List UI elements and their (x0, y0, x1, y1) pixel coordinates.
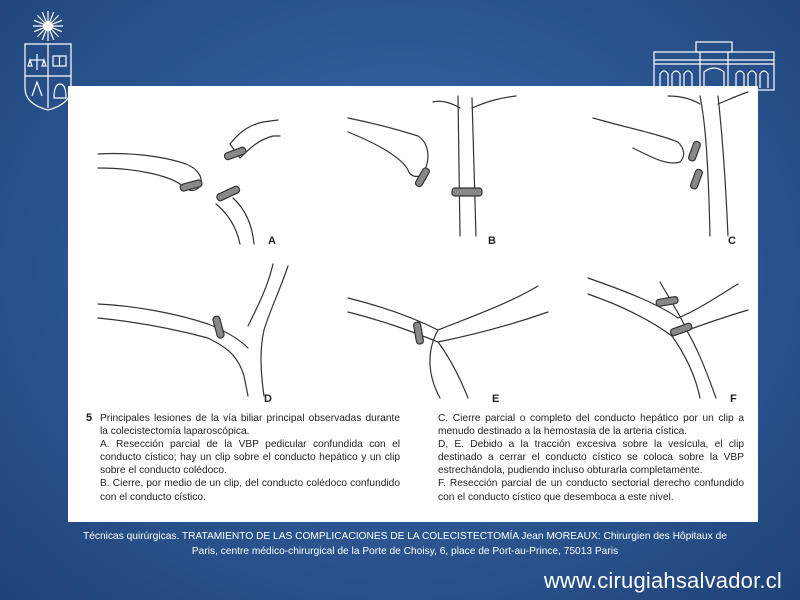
citation-caption (60, 529, 750, 559)
figure-panel (68, 86, 758, 522)
diagram-b (348, 96, 516, 236)
panel-label-a: A (268, 235, 276, 247)
legend-de: D, E. Debido a la tracción excesiva sobre la vesícula, el clip destinado a cerrar el conducto cístico se coloca sobre la VBP estrechándola, pudiendo incluso obturarla completamente. (438, 439, 744, 477)
legend-left (100, 412, 400, 504)
panel-label-c: C (728, 235, 736, 247)
surgical-diagram (68, 86, 758, 406)
diagram-f (588, 278, 748, 398)
panel-label-b: B (488, 235, 496, 247)
legend-f: F. Resección parcial de un conducto sectorial derecho confundido con el conducto cístico que desemboca a este nivel. (438, 478, 744, 503)
panel-label-e: E (492, 393, 500, 405)
legend-c: C. Cierre parcial o completo del conducto hepático por un clip a menudo destinado a la hemostasia de la arteria cística. (438, 413, 744, 438)
diagram-c (593, 92, 748, 236)
panel-label-f: F (730, 393, 737, 405)
diagram-a (98, 120, 280, 244)
website-url: www.cirugiahsalvador.cl (543, 568, 782, 593)
diagram-d (98, 264, 288, 396)
panel-label-d: D (264, 393, 272, 405)
figure-number: 5 (86, 412, 93, 424)
legend-b: B. Cierre, por medio de un clip, del conducto colédoco confundido con el conducto cístico. (100, 478, 400, 503)
legend-right (438, 412, 744, 504)
caption-line-2: Paris, centre médico-chirurgical de la Porte de Choisy, 6, place de Port-au-Prince, 75013 Paris (191, 546, 619, 557)
legend-a: A. Resección parcial de la VBP pedicular confundida con el conducto cístico; hay un clip sobre el conducto hepático y un clip sobre el conducto colédoco. (100, 439, 400, 477)
diagram-e (348, 286, 548, 398)
university-crest-icon (22, 8, 74, 112)
legend-intro: Principales lesiones de la vía biliar principal observadas durante la colecistectomía laparoscópica. (100, 413, 400, 438)
hospital-building-icon (652, 38, 776, 92)
caption-line-1: Técnicas quirúrgicas. TRATAMIENTO DE LAS COMPLICACIONES DE LA COLECISTECTOMÍA Jean MOREAUX: Chirurgien des Hôpitaux de (83, 531, 727, 542)
